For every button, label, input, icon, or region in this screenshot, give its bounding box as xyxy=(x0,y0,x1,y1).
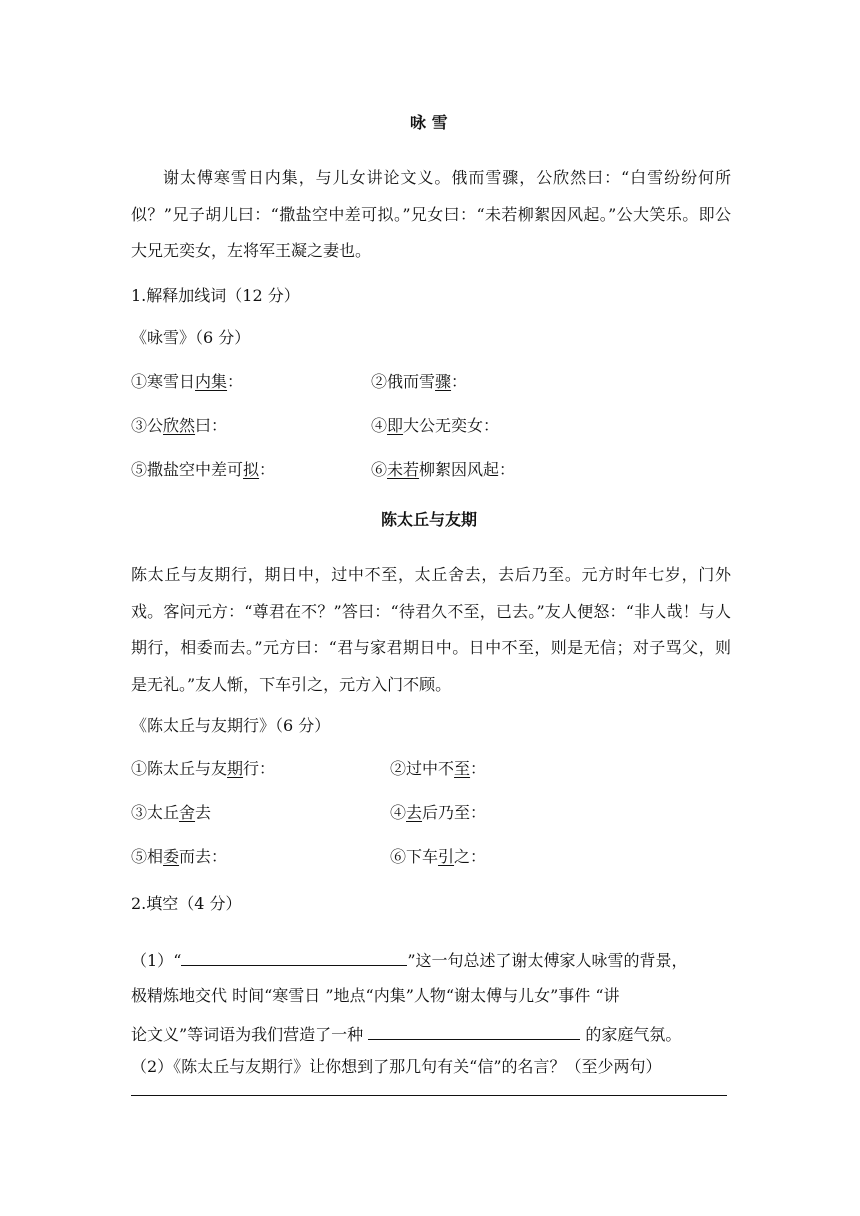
answer-line[interactable] xyxy=(131,1095,727,1096)
poem2-title: 陈太丘与友期 xyxy=(381,510,478,529)
item1-5: ⑤撒盐空中差可拟： xyxy=(131,460,276,479)
q2-heading: 2.填空（4 分） xyxy=(131,894,242,913)
q2-part1-line3: 论文义”等词语为我们营造了一种 的家庭气氛。 xyxy=(131,1021,681,1047)
item2-6: ⑥下车引之： xyxy=(390,847,487,866)
item1-4: ④即大公无奕女： xyxy=(371,416,500,435)
q2-part2: （2）《陈太丘与友期行》让你想到了那几句有关“信”的名言？（至少两句） xyxy=(131,1057,662,1076)
q2-part1-line1: （1）“ ”这一句总述了谢太傅家人咏雪的背景， xyxy=(131,947,688,973)
item1-1: ①寒雪日内集： xyxy=(131,372,244,391)
item2-4: ④去后乃至： xyxy=(390,803,487,822)
poem2-text: 陈太丘与友期行，期日中，过中不至，太丘舍去，去后乃至。元方时年七岁，门外戏。客问元方：“尊君在不？”答曰：“待君久不至，已去。”友人便怒：“非人哉！与人期行，相委而去。”元方曰：“君与家君期日中。日中不至，则是无信；对子骂父，则是无礼。”友人惭，下车引之，元方入门不顾。 xyxy=(131,565,731,695)
blank-sentence[interactable] xyxy=(181,947,407,966)
item2-3: ③太丘舍去 xyxy=(131,803,212,822)
item2-2: ②过中不至： xyxy=(390,759,487,778)
poem1-text: 谢太傅寒雪日内集，与儿女讲论文义。俄而雪骤，公欣然曰：“白雪纷纷何所似？”兄子胡儿曰：“撒盐空中差可拟。”兄女曰：“未若柳絮因风起。”公大笑乐。即公大兄无奕女，左将军王凝之妻也。 xyxy=(131,168,731,261)
item2-5: ⑤相委而去： xyxy=(131,847,228,866)
item2-1: ①陈太丘与友期行： xyxy=(131,759,276,778)
q2-part1-line2: 极精炼地交代 时间“寒雪日 ”地点“内集”人物“谢太傅与儿女”事件 “讲 xyxy=(131,986,620,1005)
item1-6: ⑥未若柳絮因风起： xyxy=(371,460,516,479)
q1-sub1: 《咏雪》（6 分） xyxy=(131,328,251,347)
item1-3: ③公欣然曰： xyxy=(131,416,228,435)
item1-2: ②俄而雪骤： xyxy=(371,372,468,391)
q1-sub2: 《陈太丘与友期行》（6 分） xyxy=(131,716,331,735)
blank-atmosphere[interactable] xyxy=(368,1021,580,1040)
poem1-title: 咏 雪 xyxy=(410,113,448,132)
q1-heading: 1.解释加线词（12 分） xyxy=(131,286,300,305)
